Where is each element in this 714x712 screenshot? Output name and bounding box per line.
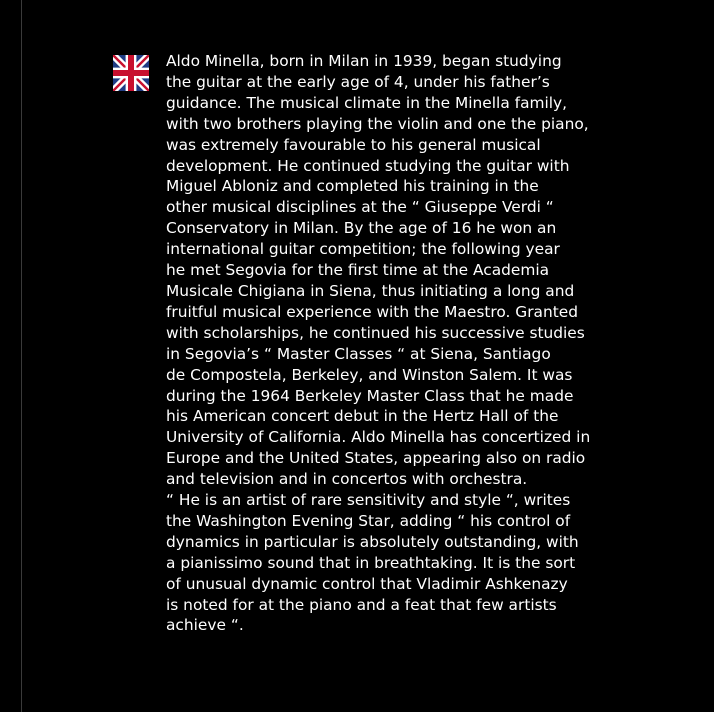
quote-line: “ He is an artist of rare sensitivity and style “, writes [166, 491, 571, 510]
quote-line: achieve “. [166, 616, 244, 635]
bio-line: and television and in concertos with orchestra. [166, 470, 528, 489]
bio-line: de Compostela, Berkeley, and Winston Salem. It was [166, 365, 573, 384]
bio-line: during the 1964 Berkeley Master Class that he made [166, 386, 574, 405]
quote-line: a pianissimo sound that in breathtaking. It is the sort [166, 553, 576, 572]
bio-line: international guitar competition; the following year [166, 240, 560, 259]
bio-line: Conservatory in Milan. By the age of 16 he won an [166, 219, 557, 238]
bio-line: Europe and the United States, appearing also on radio [166, 449, 586, 468]
bio-line: Miguel Abloniz and completed his training in the [166, 177, 539, 196]
quote-line: is noted for at the piano and a feat that few artists [166, 595, 557, 614]
bio-line: was extremely favourable to his general musical [166, 135, 541, 154]
quote-line: dynamics in particular is absolutely outstanding, with [166, 532, 579, 551]
biography-text [166, 51, 596, 636]
uk-flag-icon[interactable] [113, 55, 149, 91]
bio-line: he met Segovia for the first time at the Academia [166, 261, 550, 280]
bio-line: University of California. Aldo Minella has concertized in [166, 428, 591, 447]
bio-line: Musicale Chigiana in Siena, thus initiating a long and [166, 281, 575, 300]
bio-line: Aldo Minella, born in Milan in 1939, began studying [166, 52, 562, 70]
left-border-line [21, 0, 22, 712]
bio-line: the guitar at the early age of 4, under his father’s [166, 72, 550, 91]
quote-line: the Washington Evening Star, adding “ his control of [166, 511, 571, 530]
bio-line: in Segovia’s “ Master Classes “ at Siena, Santiago [166, 344, 551, 363]
bio-line: other musical disciplines at the “ Giuseppe Verdi “ [166, 198, 554, 217]
bio-line: guidance. The musical climate in the Minella family, [166, 93, 568, 112]
bio-line: his American concert debut in the Hertz Hall of the [166, 407, 559, 426]
bio-line: fruitful musical experience with the Maestro. Granted [166, 302, 579, 321]
bio-line: development. He continued studying the guitar with [166, 156, 570, 175]
bio-line: with scholarships, he continued his successive studies [166, 323, 585, 342]
bio-line: with two brothers playing the violin and one the piano, [166, 114, 589, 133]
quote-line: of unusual dynamic control that Vladimir Ashkenazy [166, 574, 568, 593]
